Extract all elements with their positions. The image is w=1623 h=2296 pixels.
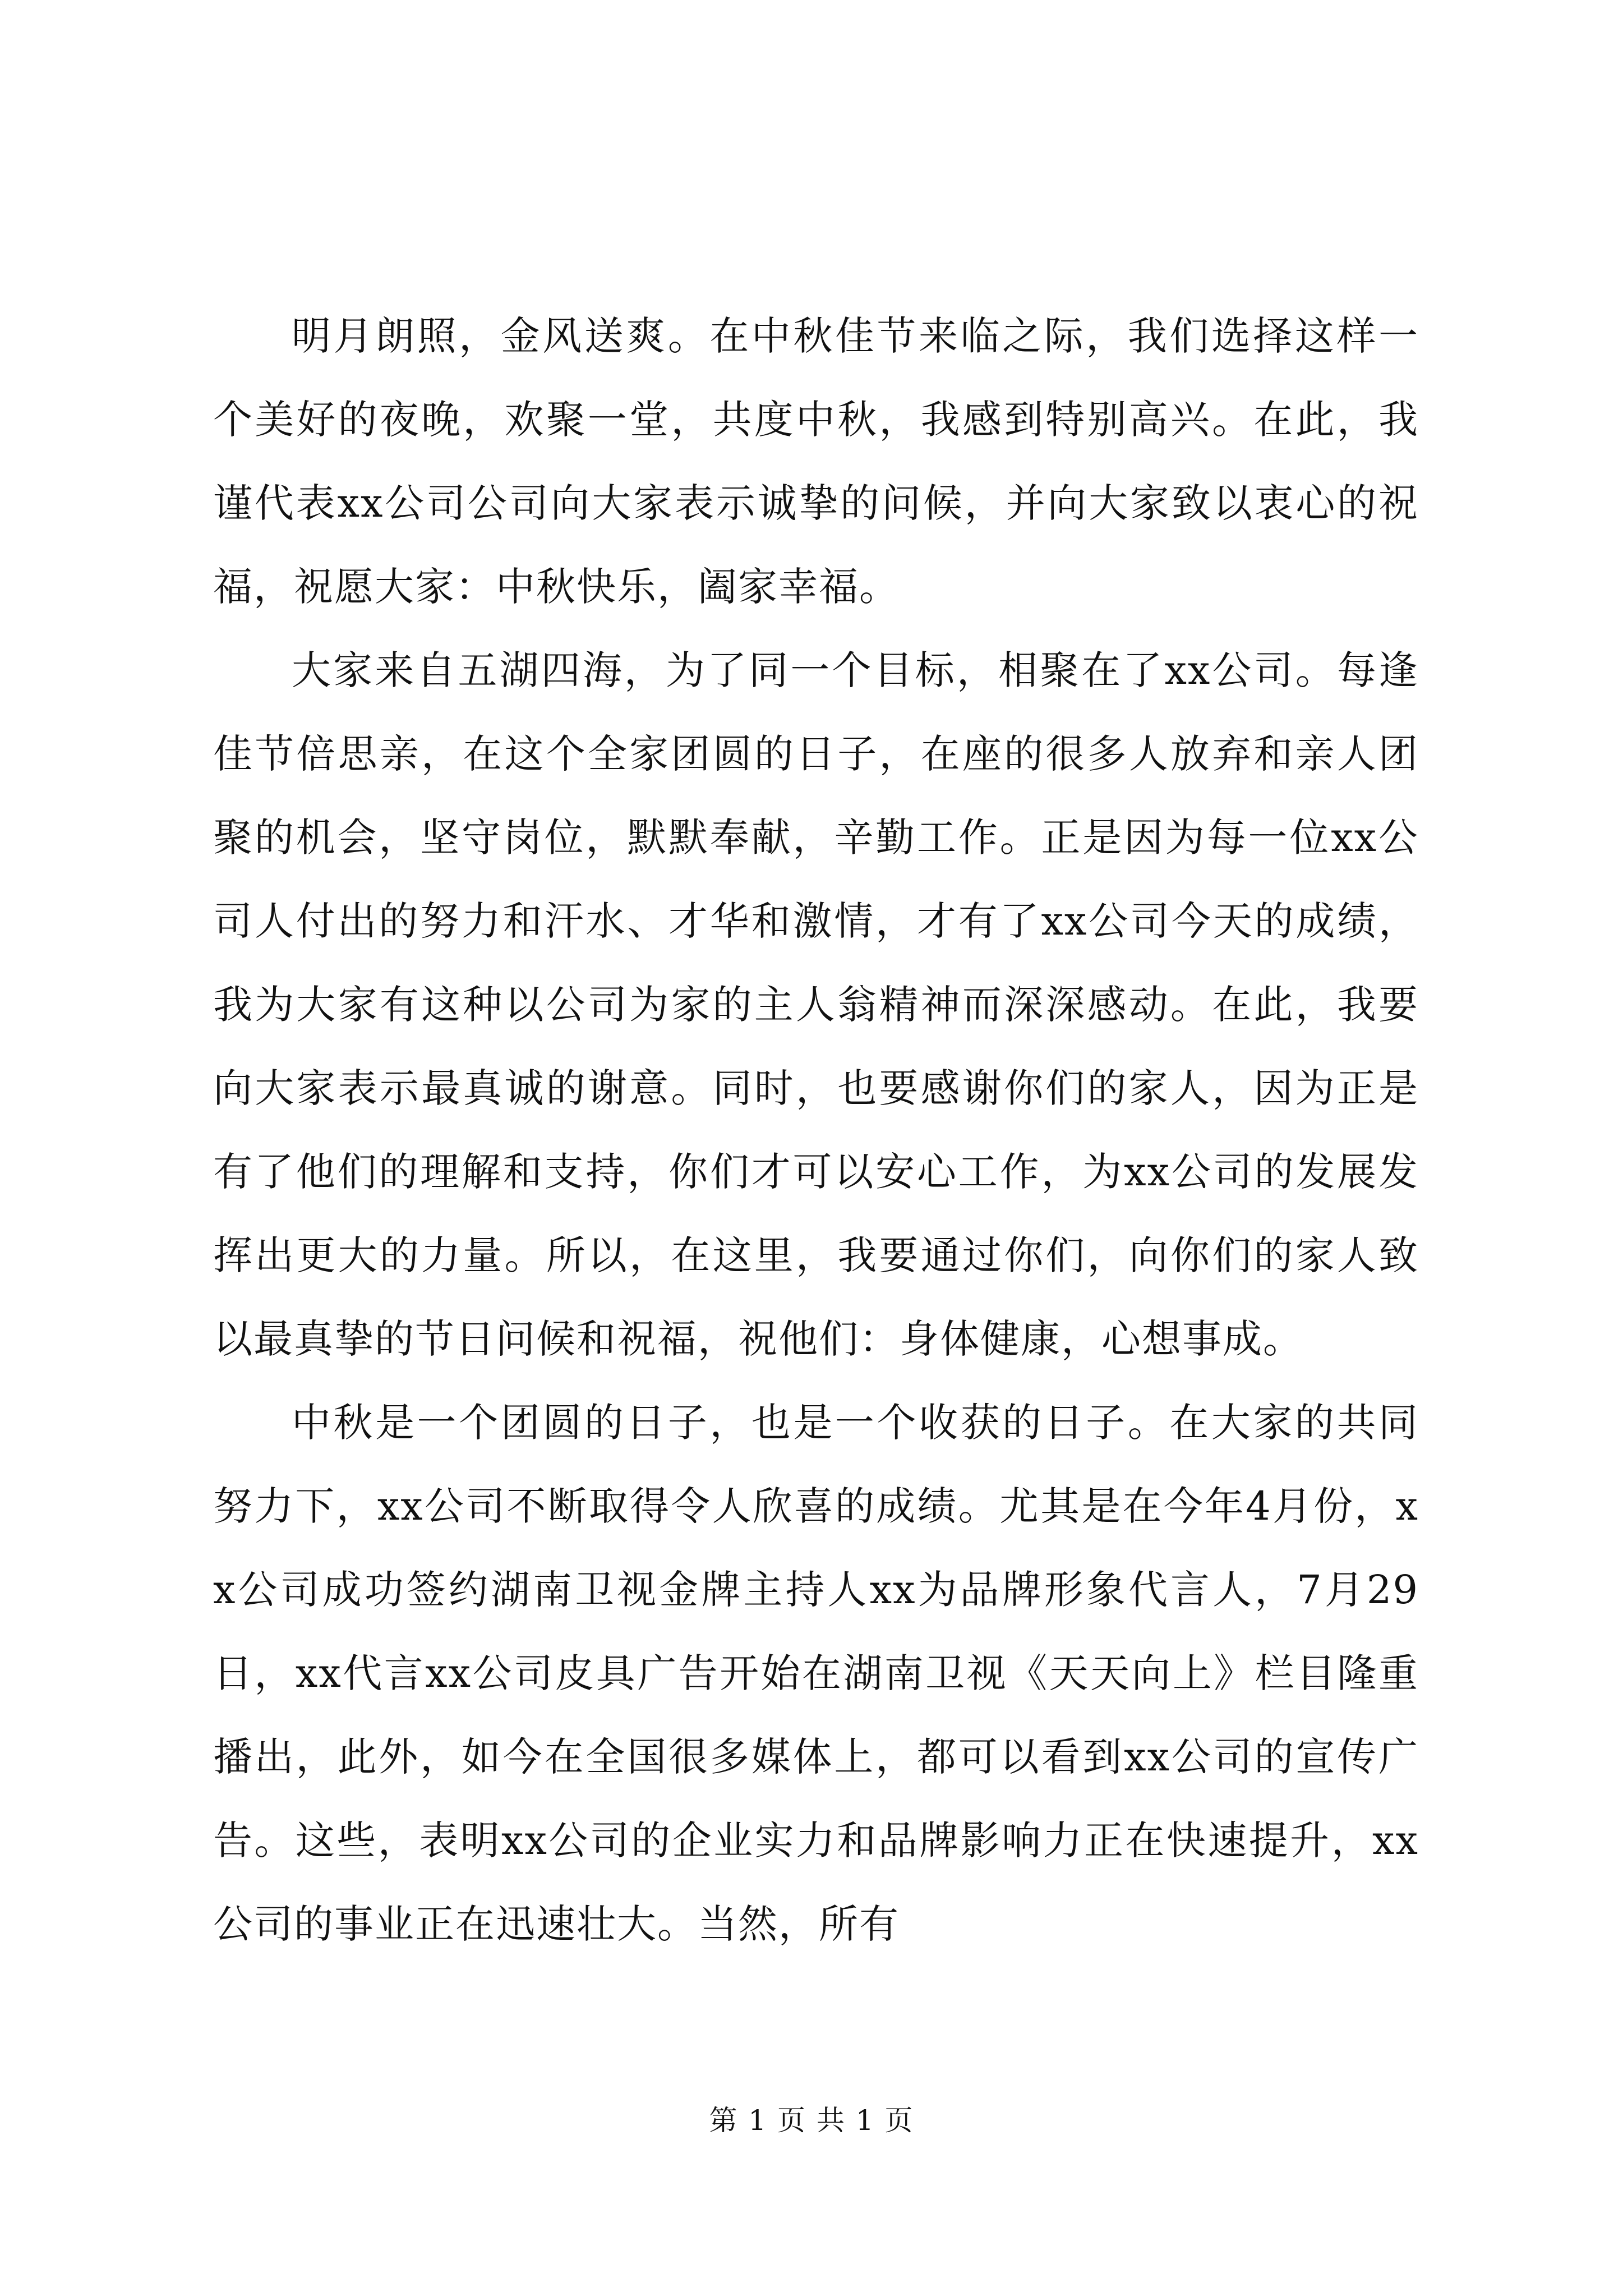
paragraph-2: 大家来自五湖四海，为了同一个目标，相聚在了xx公司。每逢佳节倍思亲，在这个全家团圆的日子，在座的很多人放弃和亲人团聚的机会，坚守岗位，默默奉献，辛勤工作。正是因为每一位xx公司人付出的努力和汗水、才华和激情，才有了xx公司今天的成绩，我为大家有这种以公司为家的主人翁精神而深深感动。在此，我要向大家表示最真诚的谢意。同时，也要感谢你们的家人，因为正是有了他们的理解和支持，你们才可以安心工作，为xx公司的发展发挥出更大的力量。所以，在这里，我要通过你们，向你们的家人致以最真挚的节日问候和祝福，祝他们：身体健康，心想事成。: [213, 647, 1419, 1362]
page-footer: 第 1 页 共 1 页: [709, 2104, 914, 2137]
paragraph-3: 中秋是一个团圆的日子，也是一个收获的日子。在大家的共同努力下，xx公司不断取得令人欣喜的成绩。尤其是在今年4月份，xx公司成功签约湖南卫视金牌主持人xx为品牌形象代言人，7月29日，xx代言xx公司皮具广告开始在湖南卫视《天天向上》栏目隆重播出，此外，如今在全国很多媒体上，都可以看到xx公司的宣传广告。这些，表明xx公司的企业实力和品牌影响力正在快速提升，xx公司的事业正在迅速壮大。当然，所有: [213, 1400, 1419, 1947]
document-body: [213, 295, 1419, 1966]
paragraph-1: 明月朗照，金风送爽。在中秋佳节来临之际，我们选择这样一个美好的夜晚，欢聚一堂，共度中秋，我感到特别高兴。在此，我谨代表xx公司公司向大家表示诚挚的问候，并向大家致以衷心的祝福，祝愿大家：中秋快乐，阖家幸福。: [213, 313, 1419, 610]
